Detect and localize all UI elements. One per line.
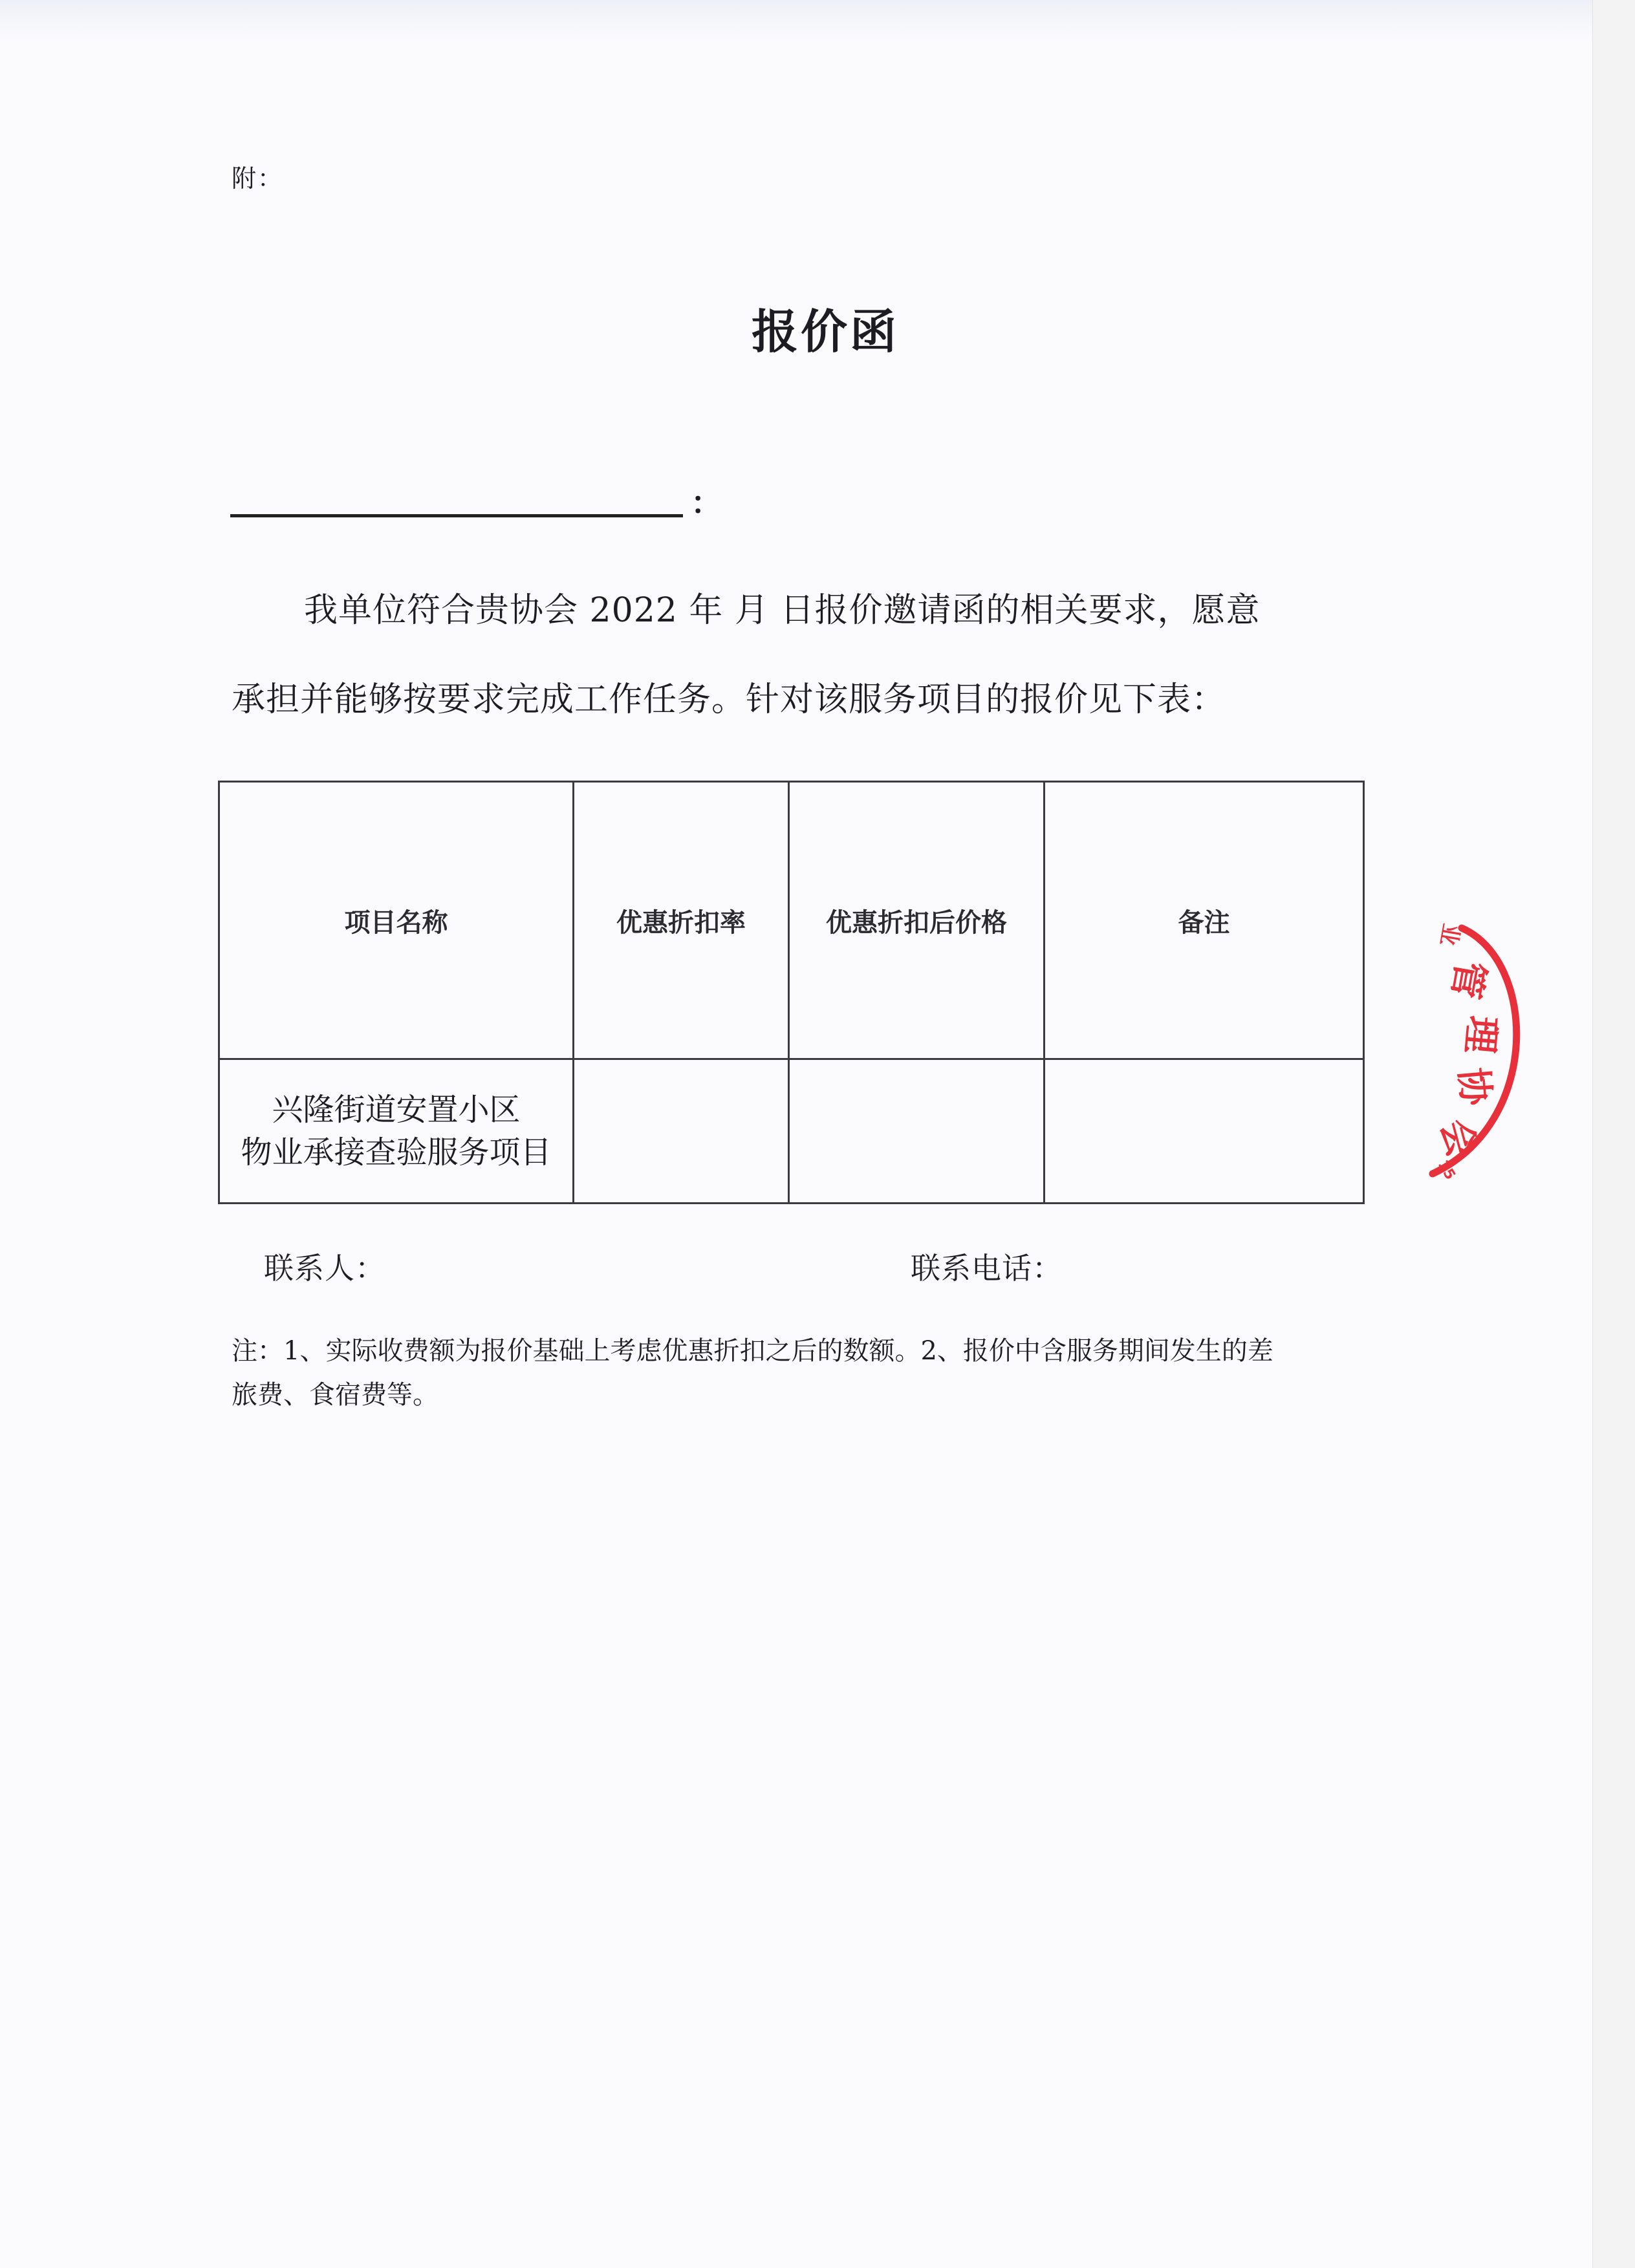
cell-project-name	[219, 1059, 574, 1204]
scan-edge-strip	[1592, 0, 1635, 2268]
table-row	[219, 1059, 1364, 1204]
addressee-colon: ：	[691, 485, 722, 521]
svg-text:会: 会	[1432, 1114, 1485, 1162]
footnote-line-2: 旅费、食宿费等。	[232, 1380, 439, 1410]
header-discounted-price: 优惠折扣后价格	[789, 782, 1045, 1059]
svg-text:15: 15	[1434, 1157, 1458, 1183]
svg-text:协: 协	[1451, 1066, 1499, 1107]
addressee-blank	[230, 479, 722, 521]
header-discount-rate: 优惠折扣率	[574, 782, 789, 1059]
footnote	[232, 1329, 1370, 1417]
header-remarks: 备注	[1045, 782, 1364, 1059]
body-paragraph-line-2: 承担并能够按要求完成工作任务。针对该服务项目的报价见下表：	[232, 680, 1226, 719]
project-name-line-2: 物业承接查验服务项目	[241, 1134, 552, 1171]
quotation-table	[218, 781, 1365, 1204]
body-paragraph-line-1: 我单位符合贵协会 2022 年 月 日报价邀请函的相关要求，愿意	[304, 591, 1261, 630]
footnote-line-1: 注：1、实际收费额为报价基础上考虑优惠折扣之后的数额。2、报价中含服务期间发生的差	[232, 1336, 1273, 1366]
project-name-line-1: 兴隆街道安置小区	[272, 1092, 521, 1128]
contact-phone-label: 联系电话：	[911, 1251, 1063, 1286]
table-header-row	[219, 782, 1364, 1059]
svg-text:理: 理	[1457, 1014, 1505, 1055]
document-title: 报价函	[751, 305, 899, 359]
cell-remarks[interactable]	[1045, 1059, 1364, 1204]
attachment-label: 附：	[232, 164, 284, 193]
cell-discounted-price[interactable]	[789, 1059, 1045, 1204]
addressee-underline	[230, 514, 683, 517]
header-project-name: 项目名称	[219, 782, 574, 1059]
cell-discount-rate[interactable]	[574, 1059, 789, 1204]
official-seal-stamp-icon	[1423, 902, 1572, 1187]
svg-text:业: 业	[1435, 921, 1464, 948]
svg-text:管: 管	[1443, 957, 1493, 1002]
contact-person-label: 联系人：	[264, 1251, 385, 1286]
